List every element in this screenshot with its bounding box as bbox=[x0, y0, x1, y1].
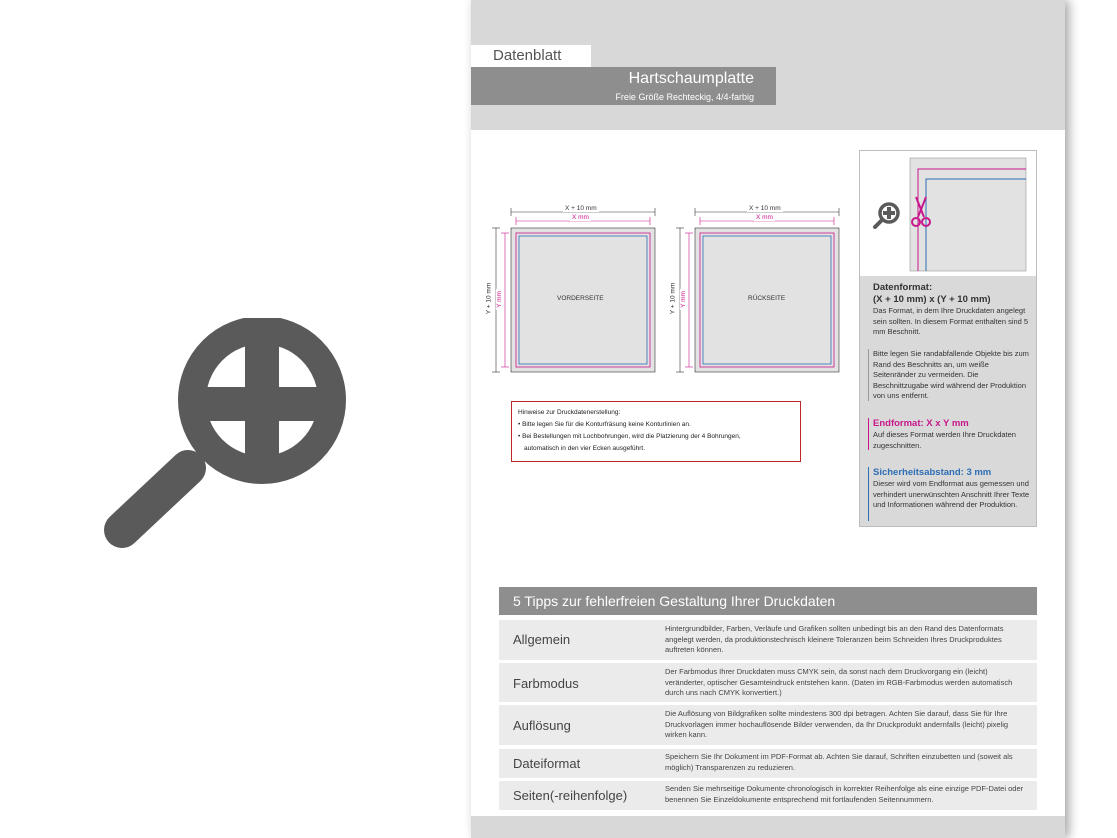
tip-row-aufloesung bbox=[499, 705, 1037, 745]
scissors-icon bbox=[910, 195, 932, 229]
endformat-section bbox=[873, 418, 1033, 451]
tip-text: Der Farbmodus Ihrer Druckdaten muss CMYK sein, da sonst nach dem Druckvorgang ein (leicht) veränderter, optischer Gesamteindruck entstehen kann. (Daten im RGB-Farbmodus werden automatisch durch uns nach CMYK konvertiert.) bbox=[665, 667, 1013, 697]
datasheet-page bbox=[471, 0, 1065, 838]
beschnitt-text: Bitte legen Sie randabfallende Objekte bis zum Rand des Beschnitts an, um weiße Seitenränder zu vermeiden. Die Beschnittzugabe wird während der Produktion von uns entfernt. bbox=[873, 349, 1029, 400]
tips-table bbox=[499, 587, 1037, 804]
sicherheit-section bbox=[873, 467, 1033, 511]
print-hints-box bbox=[511, 401, 801, 462]
front-height-inner: Y mm bbox=[495, 291, 503, 308]
datasheet-tab: Datenblatt bbox=[471, 45, 591, 67]
title-bar bbox=[471, 67, 776, 105]
back-side-label: RÜCKSEITE bbox=[748, 295, 786, 302]
print-hint-2-continued: automatisch in den vier Ecken ausgeführt. bbox=[524, 445, 646, 452]
tip-row-allgemein bbox=[499, 620, 1037, 660]
datenformat-text: Das Format, in dem Ihre Druckdaten angelegt sein sollten. In diesem Format enthalten sind 5 mm Beschnitt. bbox=[873, 306, 1029, 336]
tip-text: Hintergrundbilder, Farben, Verläufe und Grafiken sollten unbedingt bis an den Rand des Datenformats angelegt werden, da produktionstechnisch kleinere Toleranzen beim Schneiden Ihres Druckproduktes auftreten können. bbox=[665, 624, 1004, 654]
tip-row-farbmodus bbox=[499, 663, 1037, 702]
back-height-inner: Y mm bbox=[679, 291, 687, 308]
datenformat-section bbox=[873, 282, 1033, 338]
page-footer-band bbox=[471, 816, 1065, 838]
tip-text: Die Auflösung von Bildgrafiken sollte mindestens 300 dpi betragen. Achten Sie darauf, dass Sie für Ihre Druckvorlagen immer hochauflösende Bilder verwenden, da Ihr Druckprodukt andernfalls (leicht) pixelig wirken kann. bbox=[665, 709, 1009, 739]
legend-preview bbox=[860, 151, 1036, 276]
tip-label: Dateiformat bbox=[513, 756, 581, 771]
tip-label: Seiten(-reihenfolge) bbox=[513, 788, 628, 803]
print-hints-title: Hinweise zur Druckdatenerstellung: bbox=[518, 409, 621, 416]
tip-text: Senden Sie mehrseitige Dokumente chronologisch in korrekter Reihenfolge als eine einzige PDF-Datei oder benennen Sie Einzeldokumente entsprechend mit fortlaufenden Seitennummern. bbox=[665, 784, 1024, 804]
endformat-text: Auf dieses Format werden Ihre Druckdaten zugeschnitten. bbox=[873, 430, 1016, 450]
sicherheit-text: Dieser wird vom Endformat aus gemessen und verhindert unerwünschten Anschnitt Ihrer Texte und Informationen während der Produktion. bbox=[873, 479, 1030, 509]
tip-row-dateiformat bbox=[499, 749, 1037, 778]
back-height-outer: Y + 10 mm bbox=[669, 282, 677, 315]
datenformat-formula: (X + 10 mm) x (Y + 10 mm) bbox=[873, 294, 991, 305]
sicherheit-marker bbox=[868, 467, 869, 521]
front-width-inner: X mm bbox=[572, 214, 589, 221]
tip-text: Speichern Sie Ihr Dokument im PDF-Format ab. Achten Sie darauf, Schriften einzubetten und (soweit als möglich) Transparenzen zu reduzieren. bbox=[665, 752, 1013, 772]
product-subtitle: Freie Größe Rechteckig, 4/4-farbig bbox=[615, 92, 754, 102]
product-title: Hartschaumplatte bbox=[628, 70, 754, 87]
back-width-outer: X + 10 mm bbox=[749, 205, 781, 212]
tips-header: 5 Tipps zur fehlerfreien Gestaltung Ihrer Druckdaten bbox=[499, 587, 1037, 615]
print-hint-1: • Bitte legen Sie für die Konturfräsung keine Konturlinien an. bbox=[518, 421, 691, 428]
zoom-in-icon[interactable] bbox=[102, 318, 358, 550]
front-width-outer: X + 10 mm bbox=[565, 205, 597, 212]
tip-row-seitenreihenfolge bbox=[499, 781, 1037, 810]
back-width-inner: X mm bbox=[756, 214, 773, 221]
beschnitt-marker bbox=[868, 349, 869, 401]
print-hint-2: • Bei Bestellungen mit Lochbohrungen, wird die Platzierung der 4 Bohrungen, bbox=[518, 433, 741, 440]
front-height-outer: Y + 10 mm bbox=[485, 282, 493, 315]
zoom-in-icon[interactable] bbox=[872, 199, 902, 231]
endformat-heading: Endformat: X x Y mm bbox=[873, 418, 969, 429]
tip-label: Allgemein bbox=[513, 632, 571, 647]
legend-panel bbox=[859, 150, 1037, 527]
tip-label: Auflösung bbox=[513, 718, 571, 733]
front-side-label: VORDERSEITE bbox=[557, 295, 604, 302]
datenformat-heading: Datenformat: bbox=[873, 282, 933, 293]
sicherheit-heading: Sicherheitsabstand: 3 mm bbox=[873, 467, 992, 478]
endformat-marker bbox=[868, 418, 869, 450]
tip-label: Farbmodus bbox=[513, 676, 579, 691]
